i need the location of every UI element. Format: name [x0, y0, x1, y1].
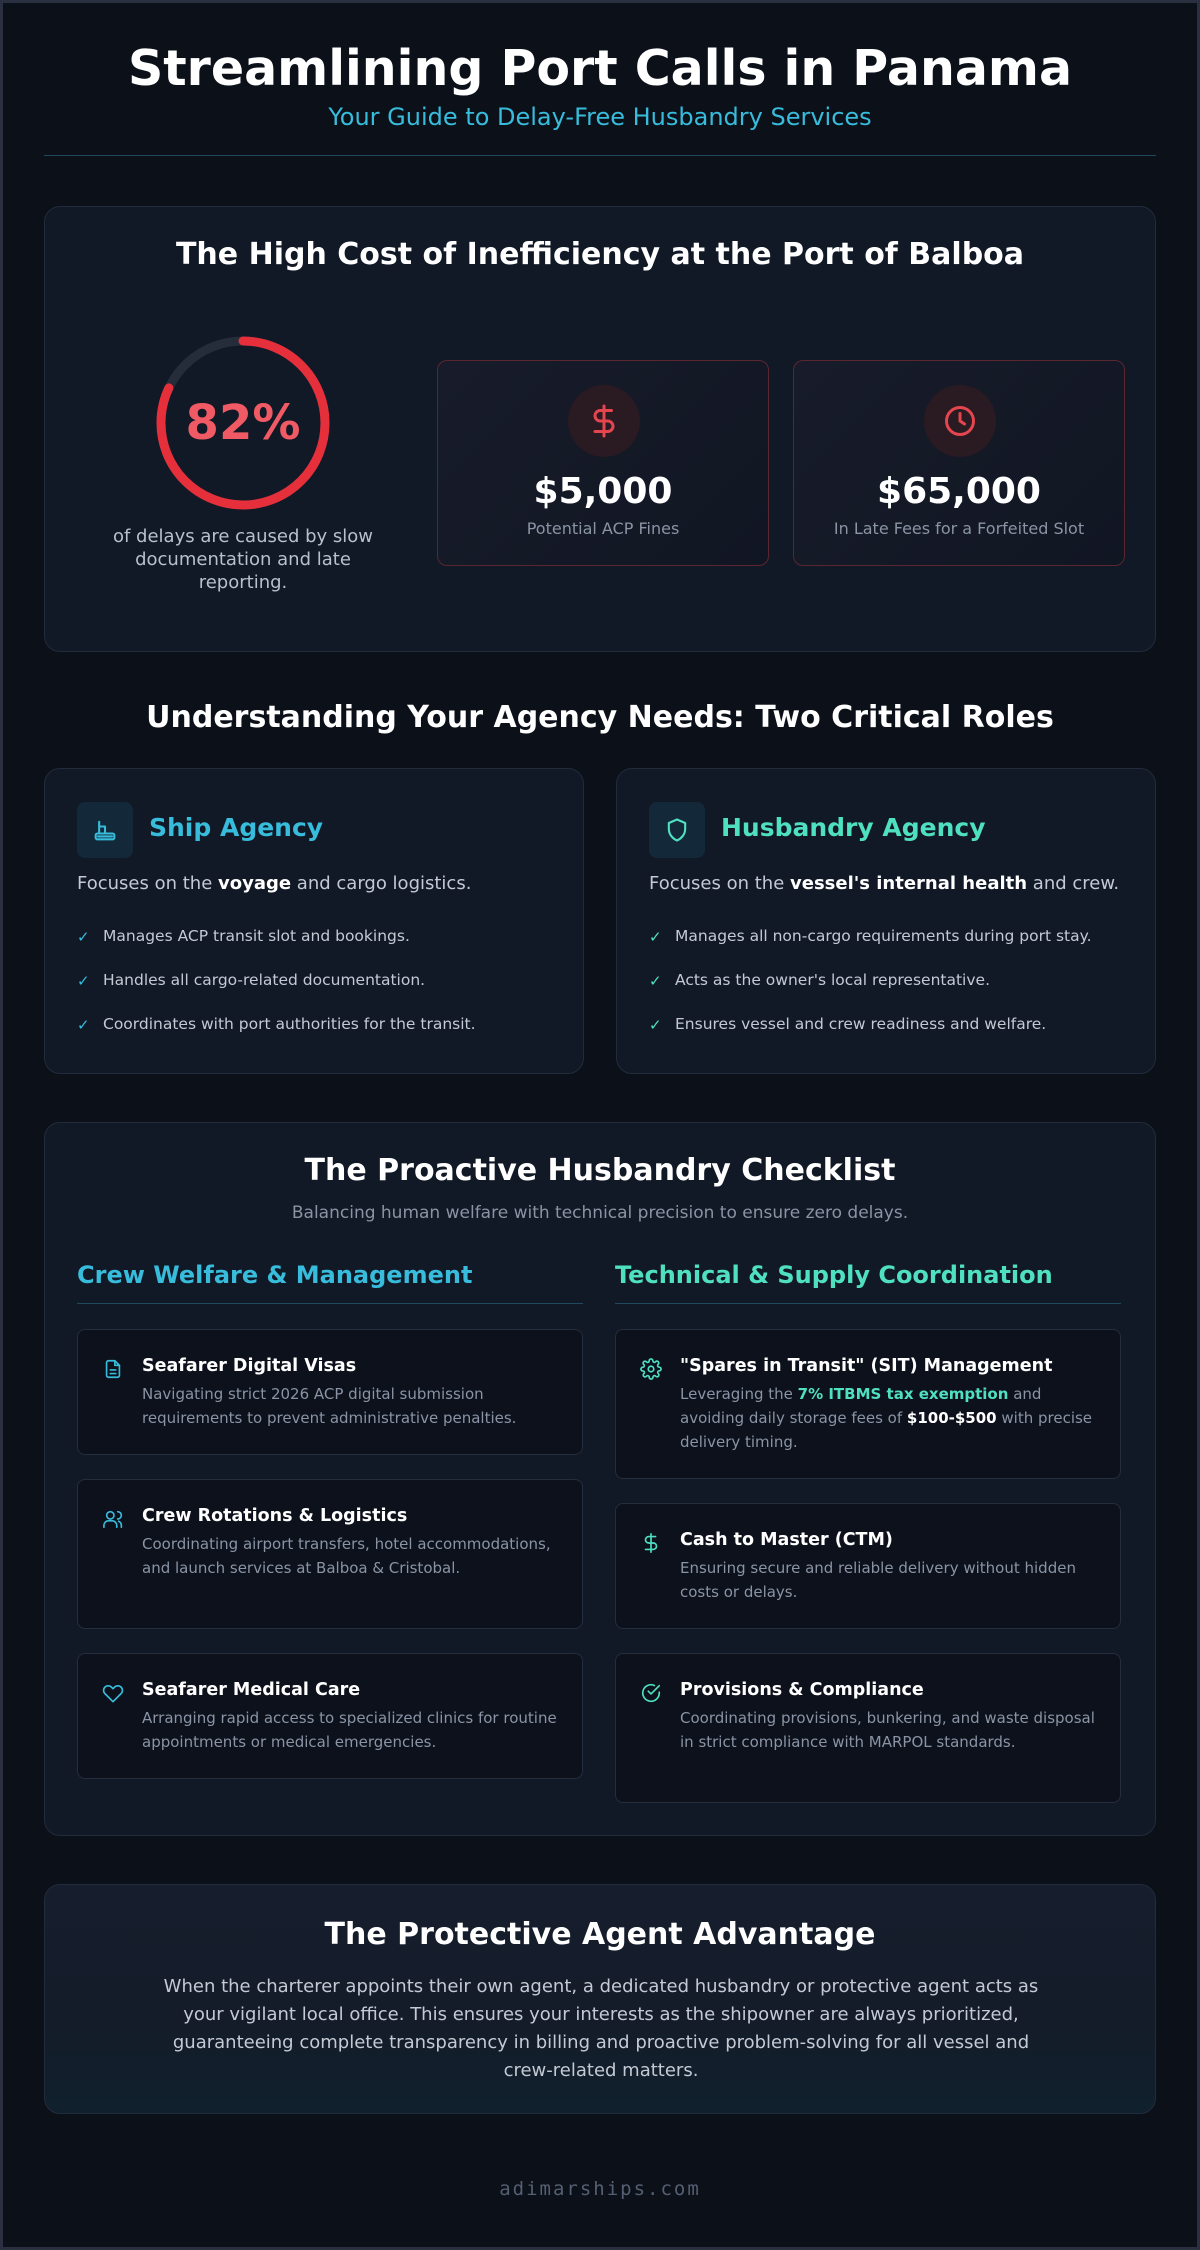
- ship-agency-description: Focuses on the voyage and cargo logistics.: [77, 873, 472, 894]
- gear-icon: [640, 1358, 662, 1384]
- delay-ring: [153, 333, 333, 513]
- item-description: Coordinating airport transfers, hotel accommodations, and launch services at Balboa & Cristobal.: [142, 1535, 551, 1577]
- page-title: Streamlining Port Calls in Panama: [127, 40, 1073, 97]
- check-icon: ✓: [649, 928, 662, 946]
- roles-heading: Understanding Your Agency Needs: Two Critical Roles: [146, 700, 1054, 735]
- list-item: ✓ Manages ACP transit slot and bookings.: [77, 927, 410, 946]
- stat-value: $5,000: [533, 471, 673, 512]
- stat-label: Potential ACP Fines: [526, 519, 680, 538]
- header-divider: [44, 155, 1156, 156]
- stat-card-acp-fines: [437, 360, 769, 566]
- check-icon: ✓: [649, 1016, 662, 1034]
- check-icon: ✓: [77, 972, 90, 990]
- storage-fee-highlight: $100-$500: [906, 1409, 997, 1427]
- users-icon: [102, 1508, 126, 1534]
- checklist-item-spares-in-transit: [615, 1329, 1121, 1479]
- heart-icon: [102, 1682, 124, 1708]
- checklist-item-crew-rotations: [77, 1479, 583, 1629]
- check-icon: ✓: [649, 972, 662, 990]
- technical-column-divider: [615, 1303, 1121, 1304]
- list-item: ✓ Acts as the owner's local representative.: [649, 971, 991, 990]
- item-title: Seafarer Digital Visas: [142, 1356, 357, 1376]
- item-title: "Spares in Transit" (SIT) Management: [680, 1356, 1053, 1376]
- delay-percent: 82%: [185, 395, 301, 451]
- ship-agency-title: Ship Agency: [149, 813, 324, 842]
- husbandry-agency-list: [649, 927, 1139, 1059]
- check-circle-icon: [640, 1682, 662, 1708]
- ship-agency-list: [77, 927, 567, 1059]
- ship-agency-card: [44, 768, 584, 1074]
- list-item: ✓ Coordinates with port authorities for the transit.: [77, 1015, 476, 1034]
- check-icon: ✓: [77, 1016, 90, 1034]
- item-description: Leveraging the 7% ITBMS tax exemption and avoiding daily storage fees of $100-$500 with precise delivery timing.: [680, 1385, 1093, 1451]
- cost-panel: [44, 206, 1156, 652]
- tax-exemption-highlight: 7% ITBMS tax exemption: [797, 1385, 1009, 1403]
- husbandry-agency-title: Husbandry Agency: [721, 813, 986, 842]
- delay-caption: of delays are caused by slow documentation and late reporting.: [112, 526, 374, 593]
- checklist-item-cash-to-master: [615, 1503, 1121, 1629]
- document-icon: [102, 1358, 124, 1384]
- crew-column-heading: Crew Welfare & Management: [77, 1261, 473, 1289]
- stat-label: In Late Fees for a Forfeited Slot: [833, 519, 1085, 538]
- item-description: Coordinating provisions, bunkering, and waste disposal in strict compliance with MARPOL standards.: [680, 1709, 1095, 1751]
- list-item: ✓ Handles all cargo-related documentation.: [77, 971, 426, 990]
- checklist-panel: [44, 1122, 1156, 1836]
- checklist-item-medical-care: [77, 1653, 583, 1779]
- item-title: Cash to Master (CTM): [680, 1530, 893, 1550]
- list-item: ✓ Manages all non-cargo requirements during port stay.: [649, 927, 1092, 946]
- advantage-title: The Protective Agent Advantage: [324, 1917, 876, 1952]
- shield-icon: [649, 802, 705, 858]
- husbandry-agency-description: Focuses on the vessel's internal health and crew.: [649, 873, 1120, 894]
- check-icon: ✓: [77, 928, 90, 946]
- list-item: ✓ Ensures vessel and crew readiness and welfare.: [649, 1015, 1047, 1034]
- advantage-panel: [44, 1884, 1156, 2114]
- stat-card-late-fees: [793, 360, 1125, 566]
- crew-column-divider: [77, 1303, 583, 1304]
- technical-column-heading: Technical & Supply Coordination: [615, 1261, 1053, 1289]
- cost-title: The High Cost of Inefficiency at the Port of Balboa: [175, 237, 1025, 272]
- page-subtitle: Your Guide to Delay-Free Husbandry Services: [328, 103, 872, 131]
- stat-value: $65,000: [877, 471, 1041, 512]
- dollar-icon: [640, 1532, 662, 1558]
- checklist-item-visas: [77, 1329, 583, 1455]
- item-title: Seafarer Medical Care: [142, 1680, 361, 1700]
- footer-website: adimarships.com: [499, 2178, 701, 2200]
- clock-icon: [924, 385, 996, 457]
- item-title: Crew Rotations & Logistics: [142, 1506, 408, 1526]
- item-description: Ensuring secure and reliable delivery without hidden costs or delays.: [680, 1559, 1076, 1601]
- item-description: Navigating strict 2026 ACP digital submission requirements to prevent administrative penalties.: [142, 1385, 517, 1427]
- husbandry-agency-card: [616, 768, 1156, 1074]
- advantage-text: When the charterer appoints their own agent, a dedicated husbandry or protective agent acts as your vigilant local office. This ensures your interests as the shipowner are always prioritized, guaranteeing complete transparency in billing and proactive problem-solving for all vessel and crew-related matters.: [163, 1976, 1039, 2081]
- checklist-subtitle: Balancing human welfare with technical precision to ensure zero delays.: [291, 1203, 909, 1223]
- dollar-icon: [568, 385, 640, 457]
- item-title: Provisions & Compliance: [680, 1680, 924, 1700]
- checklist-title: The Proactive Husbandry Checklist: [304, 1153, 896, 1188]
- item-description: Arranging rapid access to specialized clinics for routine appointments or medical emergencies.: [142, 1709, 557, 1751]
- page-header: [44, 40, 1156, 132]
- ship-icon: [77, 802, 133, 858]
- checklist-item-provisions-compliance: [615, 1653, 1121, 1803]
